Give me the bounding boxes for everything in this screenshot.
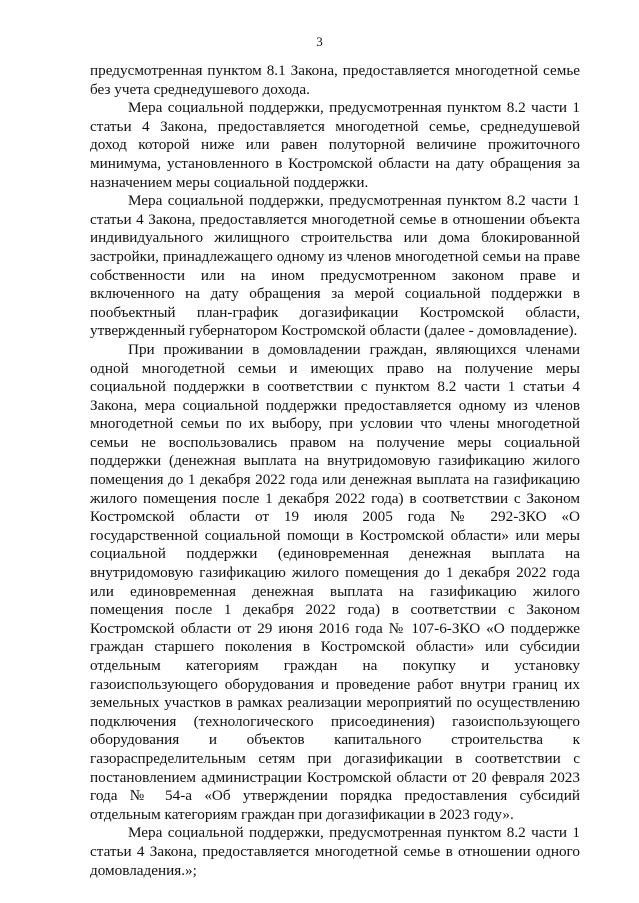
document-body: [90, 62, 580, 880]
page-number: 3: [316, 34, 323, 49]
paragraph-4: При проживании в домовладении граждан, являющихся членами одной многодетной семьи и имеющих право на получение меры социальной поддержки в соответствии с пунктом 8.2 части 1 статьи 4 Закона, мера социальной поддержки предоставляется одному из членов многодетной семьи по их выбору, при условии что члены многодетной семьи не воспользовались правом на получение меры социальной поддержки (денежная выплата на внутридомовую газификацию жилого помещения до 1 декабря 2022 года или денежная выплата на газификацию жилого помещения после 1 декабря 2022 года) в соответствии с Законом Костромской области от 19 июля 2005 года № 292-ЗКО «О государственной социальной помощи в Костромской области» или меры социальной поддержки (единовременная денежная выплата на внутридомовую газификацию жилого помещения до 1 декабря 2022 года или единовременная денежная выплата на газификацию жилого помещения после 1 декабря 2022 года) в соответствии с Законом Костромской области от 29 июня 2016 года № 107-6-ЗКО «О поддержке граждан старшего поколения в Костромской области» или субсидии отдельным категориям граждан на покупку и установку газоиспользующего оборудования и проведение работ внутри границ их земельных участков в рамках реализации мероприятий по осуществлению подключения (технологического присоединения) газоиспользующего оборудования и объектов капитального строительства к газораспределительным сетям при догазификации в соответствии с постановлением администрации Костромской области от 20 февраля 2023 года № 54-а «Об утверждении порядка предоставления субсидий отдельным категориям граждан при догазификации в 2023 году».: [90, 340, 580, 823]
paragraph-5: Мера социальной поддержки, предусмотренная пунктом 8.2 части 1 статьи 4 Закона, предоставляется многодетной семье в отношении одного домовладения.»;: [90, 824, 580, 879]
paragraph-2: Мера социальной поддержки, предусмотренная пунктом 8.2 части 1 статьи 4 Закона, предоставляется многодетной семье, среднедушевой доход которой ниже или равен полуторной величине прожиточного минимума, установленного в Костромской области на дату обращения за назначением меры социальной поддержки.: [90, 99, 580, 191]
paragraph-1: предусмотренная пунктом 8.1 Закона, предоставляется многодетной семье без учета среднедушевого дохода.: [90, 62, 580, 98]
paragraph-3: Мера социальной поддержки, предусмотренная пунктом 8.2 части 1 статьи 4 Закона, предоставляется многодетной семье в отношении объекта индивидуального жилищного строительства или дома блокированной застройки, принадлежащего одному из членов многодетной семьи на праве собственности или на ином предусмотренном законом праве и включенного на дату обращения за мерой социальной поддержки в пообъектный план-график догазификации Костромской области, утвержденный губернатором Костромской области (далее - домовладение).: [90, 192, 580, 340]
